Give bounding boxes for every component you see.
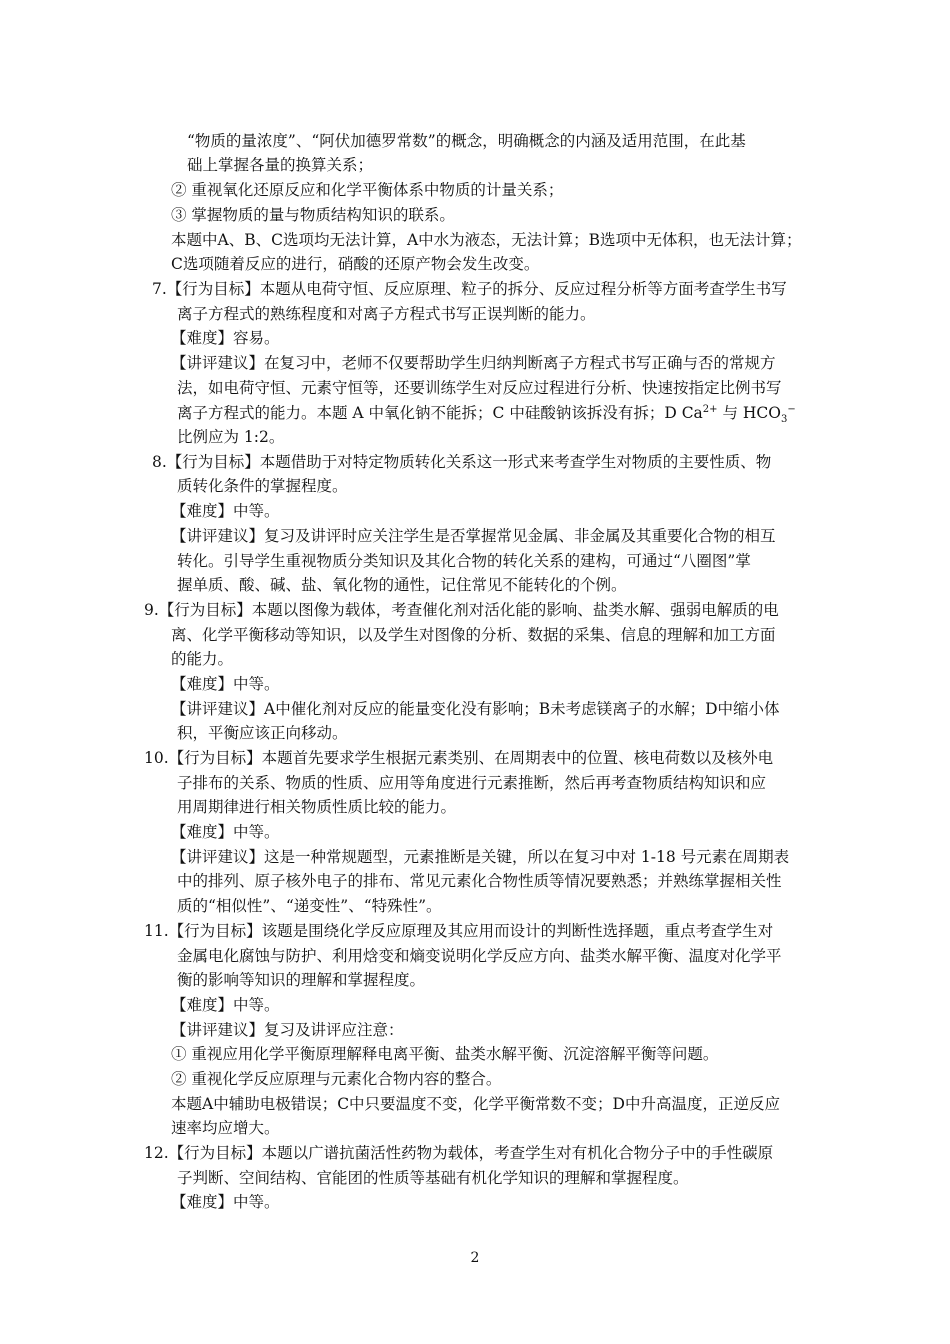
text-line: 础上掌握各量的换算关系；: [187, 156, 374, 174]
text-line: ③ 掌握物质的量与物质结构知识的联系。: [171, 206, 455, 224]
hco-subscript: 3: [781, 414, 788, 426]
text-line: 【讲评建议】复习及讲评应注意：: [171, 1021, 404, 1039]
text-line: 积，平衡应该正向移动。: [177, 724, 348, 742]
text-line: 离子方程式的熟练程度和对离子方程式书写正误判断的能力。: [177, 305, 596, 323]
text-line: 本题中A、B、C选项均无法计算，A中水为液态，无法计算；B选项中无体积，也无法计算；: [171, 231, 802, 249]
difficulty-label: 【难度】中等。: [171, 996, 280, 1014]
text-line: 金属电化腐蚀与防护、利用焓变和熵变说明化学反应方向、盐类水解平衡、温度对化学平: [177, 947, 782, 965]
text-line-with-formula: [177, 401, 796, 425]
text-line: 子判断、空间结构、官能团的性质等基础有机化学知识的理解和掌握程度。: [177, 1169, 689, 1187]
text-line: 【讲评建议】A中催化剂对反应的能量变化没有影响；B未考虑镁离子的水解；D中缩小体: [171, 700, 780, 718]
question-10-heading: 10.【行为目标】本题首先要求学生根据元素类别、在周期表中的位置、核电荷数以及核外电: [144, 749, 774, 767]
text-line: 用周期律进行相关物质性质比较的能力。: [177, 798, 457, 816]
difficulty-label: 【难度】中等。: [171, 675, 280, 693]
text-line: 质的“相似性”、“递变性”、“特殊性”。: [177, 897, 442, 915]
difficulty-label: 【难度】中等。: [171, 823, 280, 841]
question-11-heading: 11.【行为目标】该题是围绕化学反应原理及其应用而设计的判断性选择题，重点考查学生对: [144, 922, 774, 940]
text-line: 中的排列、原子核外电子的排布、常见元素化合物性质等情况要熟悉；并熟练掌握相关性: [177, 872, 782, 890]
text-line: 【讲评建议】在复习中，老师不仅要帮助学生归纳判断离子方程式书写正确与否的常规方: [171, 354, 776, 372]
page-number: 2: [470, 1250, 480, 1266]
text-line: ① 重视应用化学平衡原理解释电离平衡、盐类水解平衡、沉淀溶解平衡等问题。: [171, 1045, 719, 1063]
text-line: 速率均应增大。: [171, 1119, 280, 1137]
text-line: 质转化条件的掌握程度。: [177, 477, 348, 495]
text-line: 握单质、酸、碱、盐、氧化物的通性，记住常见不能转化的个例。: [177, 576, 627, 594]
question-7-heading: 7.【行为目标】本题从电荷守恒、反应原理、粒子的拆分、反应过程分析等方面考查学生书写: [152, 280, 787, 298]
difficulty-label: 【难度】容易。: [171, 329, 280, 347]
difficulty-label: 【难度】中等。: [171, 1193, 280, 1211]
ca-charge: 2+: [702, 403, 718, 415]
question-8-heading: 8.【行为目标】本题借助于对特定物质转化关系这一形式来考查学生对物质的主要性质、物: [152, 453, 772, 471]
text-line: “物质的量浓度”、“阿伏加德罗常数”的概念，明确概念的内涵及适用范围，在此基: [187, 132, 746, 150]
text-line: ② 重视氧化还原反应和化学平衡体系中物质的计量关系；: [171, 181, 564, 199]
text-line: ② 重视化学反应原理与元素化合物内容的整合。: [171, 1070, 502, 1088]
text-line: 法，如电荷守恒、元素守恒等，还要训练学生对反应过程进行分析、快速按指定比例书写: [177, 379, 782, 397]
difficulty-label: 【难度】中等。: [171, 502, 280, 520]
hco-charge: −: [787, 403, 796, 415]
text-line: 本题A中辅助电极错误；C中只要温度不变，化学平衡常数不变；D中升高温度，正逆反应: [171, 1095, 780, 1113]
text-line: 【讲评建议】复习及讲评时应关注学生是否掌握常见金属、非金属及其重要化合物的相互: [171, 527, 776, 545]
question-9-heading: 9.【行为目标】本题以图像为载体，考查催化剂对活化能的影响、盐类水解、强弱电解质的电: [144, 601, 779, 619]
text-segment: 离子方程式的能力。本题 A 中氧化钠不能拆；C 中硅酸钠该拆没有拆；D Ca: [177, 404, 703, 422]
text-line: C选项随着反应的进行，硝酸的还原产物会发生改变。: [171, 255, 540, 273]
text-line: 比例应为 1:2。: [177, 428, 285, 446]
text-line: 【讲评建议】这是一种常规题型，元素推断是关键，所以在复习中对 1-18 号元素在周期表: [171, 848, 790, 866]
question-12-heading: 12.【行为目标】本题以广谱抗菌活性药物为载体，考查学生对有机化合物分子中的手性碳原: [144, 1144, 774, 1162]
text-line: 离、化学平衡移动等知识，以及学生对图像的分析、数据的采集、信息的理解和加工方面: [171, 626, 776, 644]
text-line: 的能力。: [171, 650, 234, 668]
text-line: 转化。引导学生重视物质分类知识及其化合物的转化关系的建构，可通过“八圈图”掌: [177, 552, 751, 570]
formula-connector: 与 HCO: [717, 404, 781, 422]
text-line: 子排布的关系、物质的性质、应用等角度进行元素推断，然后再考查物质结构知识和应: [177, 774, 767, 792]
text-line: 衡的影响等知识的理解和掌握程度。: [177, 971, 426, 989]
